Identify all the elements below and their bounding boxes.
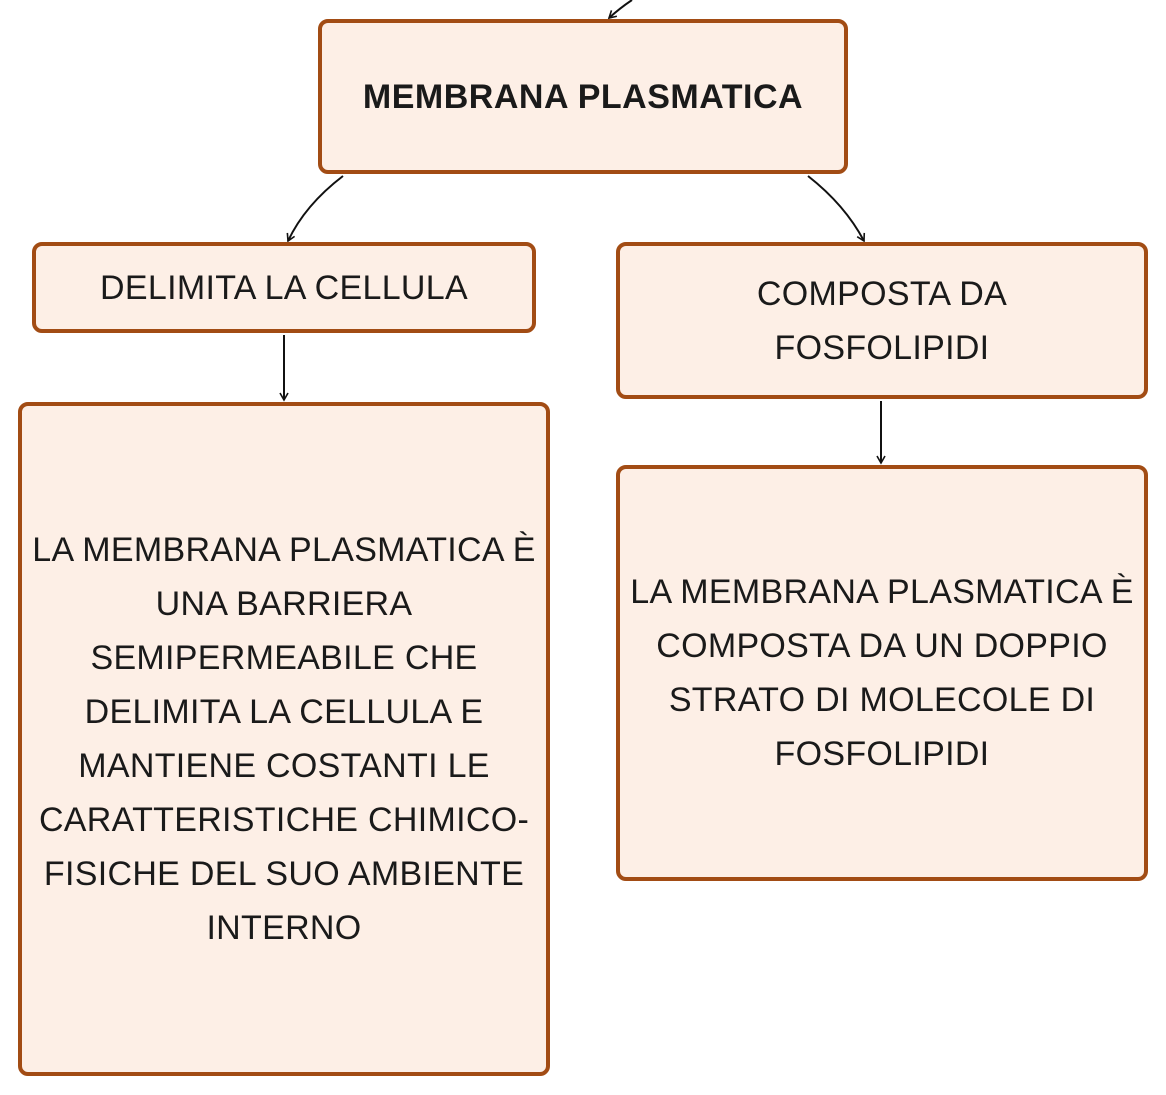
right-branch-node[interactable] (616, 242, 1148, 399)
incoming-connector (609, 0, 632, 18)
connector-root-to-left (288, 176, 343, 241)
left-branch-node[interactable] (32, 242, 536, 333)
right-branch-label: COMPOSTA DA FOSFOLIPIDI (756, 274, 1008, 367)
left-description-node[interactable] (18, 402, 550, 1076)
root-node[interactable] (318, 19, 848, 174)
left-branch-label: DELIMITA LA CELLULA (100, 268, 468, 307)
root-node-label: MEMBRANA PLASMATICA (362, 77, 804, 116)
right-description-node[interactable] (616, 465, 1148, 881)
connector-root-to-right (808, 176, 864, 241)
right-description-text: LA MEMBRANA PLASMATICA È COMPOSTA DA UN DOPPIO STRATO DI MOLECOLE DI FOSFOLIPIDI (630, 573, 1134, 773)
left-description-text: LA MEMBRANA PLASMATICA È UNA BARRIERA SEMIPERMEABILE CHE DELIMITA LA CELLULA E MANTIENE COSTANTI LE CARATTERISTICHE CHIMICO-FISICHE DEL SUO AMBIENTE INTERNO (32, 531, 536, 947)
